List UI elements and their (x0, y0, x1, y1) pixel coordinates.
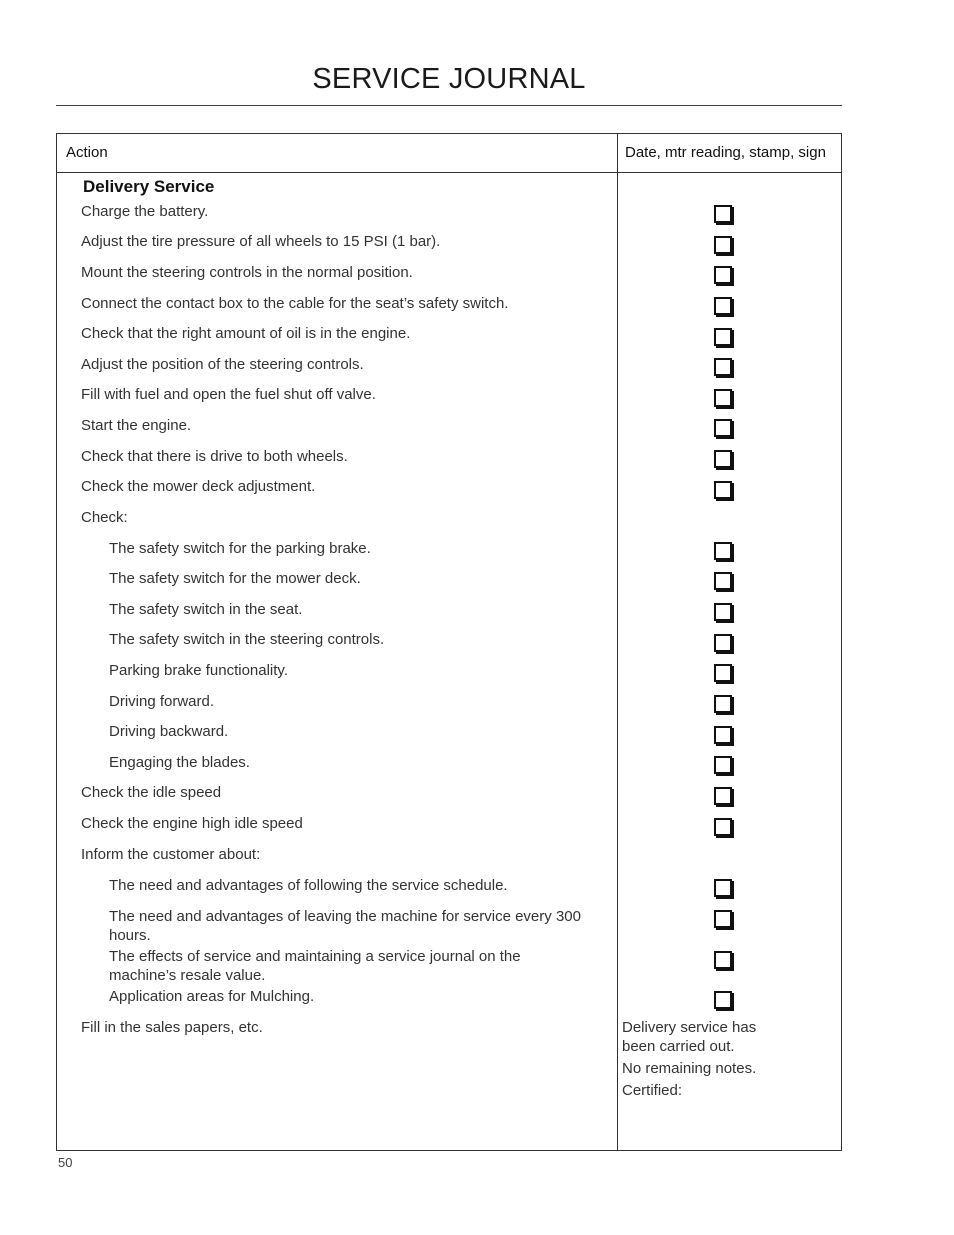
action-item: Check that the right amount of oil is in the engine. (81, 325, 411, 342)
column-divider (617, 134, 618, 1150)
action-group-label: Inform the customer about: (81, 846, 261, 863)
action-subitem: Application areas for Mulching. (109, 988, 315, 1005)
action-item: Check that there is drive to both wheels. (81, 448, 348, 465)
checkbox[interactable] (714, 542, 732, 560)
checkbox[interactable] (714, 205, 732, 223)
action-subitem-continuation: machine’s resale value. (109, 967, 266, 984)
checkbox[interactable] (714, 818, 732, 836)
checkbox[interactable] (714, 756, 732, 774)
checkbox[interactable] (714, 328, 732, 346)
action-item: Adjust the position of the steering controls. (81, 356, 364, 373)
checkbox[interactable] (714, 603, 732, 621)
column-header-action: Action (66, 144, 108, 161)
action-item: Adjust the tire pressure of all wheels to 15 PSI (1 bar). (81, 233, 441, 250)
action-subitem: The safety switch for the mower deck. (109, 570, 361, 587)
page-number: 50 (58, 1155, 73, 1170)
checkbox[interactable] (714, 879, 732, 897)
action-subitem: The need and advantages of leaving the machine for service every 300 (109, 908, 581, 925)
action-subitem-continuation: hours. (109, 927, 151, 944)
checkbox[interactable] (714, 450, 732, 468)
checkbox[interactable] (714, 358, 732, 376)
checkbox[interactable] (714, 634, 732, 652)
checkbox[interactable] (714, 910, 732, 928)
checkbox[interactable] (714, 236, 732, 254)
page-title: SERVICE JOURNAL (312, 63, 586, 95)
title-divider (56, 105, 842, 106)
header-divider (57, 172, 841, 173)
action-subitem: Parking brake functionality. (109, 662, 288, 679)
action-item: Start the engine. (81, 417, 192, 434)
note-text: been carried out. (622, 1038, 735, 1055)
action-subitem: The safety switch for the parking brake. (109, 540, 371, 557)
action-subitem: The effects of service and maintaining a service journal on the (109, 948, 521, 965)
checkbox[interactable] (714, 297, 732, 315)
column-header-date: Date, mtr reading, stamp, sign (625, 144, 826, 161)
checkbox[interactable] (714, 991, 732, 1009)
service-journal-table (56, 133, 842, 1151)
checkbox[interactable] (714, 695, 732, 713)
section-title: Delivery Service (83, 177, 215, 196)
action-item: Fill in the sales papers, etc. (81, 1019, 263, 1036)
action-group-label: Check: (81, 509, 128, 526)
action-subitem: Driving forward. (109, 693, 215, 710)
action-subitem: The safety switch in the seat. (109, 601, 303, 618)
action-item: Charge the battery. (81, 203, 209, 220)
checkbox[interactable] (714, 419, 732, 437)
action-item: Check the mower deck adjustment. (81, 478, 316, 495)
checkbox[interactable] (714, 266, 732, 284)
action-subitem: Driving backward. (109, 723, 229, 740)
checkbox[interactable] (714, 481, 732, 499)
action-item: Connect the contact box to the cable for the seat’s safety switch. (81, 295, 509, 312)
action-subitem: The need and advantages of following the service schedule. (109, 877, 508, 894)
note-text: Certified: (622, 1082, 683, 1099)
checkbox[interactable] (714, 389, 732, 407)
checkbox[interactable] (714, 787, 732, 805)
note-text: No remaining notes. (622, 1060, 757, 1077)
checkbox[interactable] (714, 726, 732, 744)
checkbox[interactable] (714, 664, 732, 682)
action-item: Mount the steering controls in the normal position. (81, 264, 413, 281)
action-item: Fill with fuel and open the fuel shut off valve. (81, 386, 376, 403)
checkbox[interactable] (714, 572, 732, 590)
checkbox[interactable] (714, 951, 732, 969)
action-subitem: Engaging the blades. (109, 754, 250, 771)
note-text: Delivery service has (622, 1019, 757, 1036)
action-item: Check the idle speed (81, 784, 222, 801)
action-subitem: The safety switch in the steering controls. (109, 631, 385, 648)
action-item: Check the engine high idle speed (81, 815, 303, 832)
